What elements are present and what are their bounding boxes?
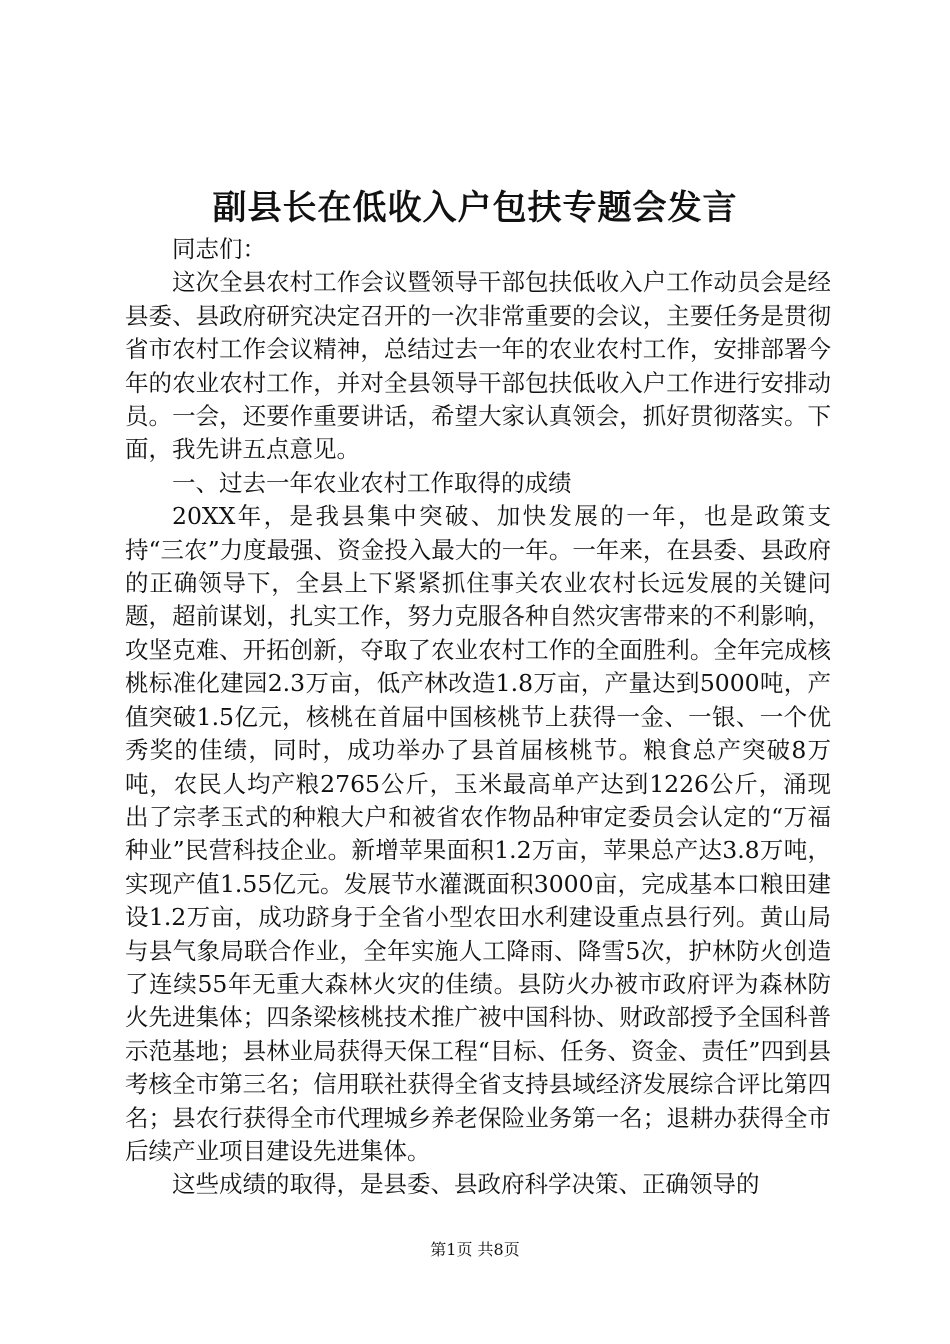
- page-number-footer: 第1页 共8页: [430, 1240, 520, 1259]
- document-title: 副县长在低收入户包扶专题会发言: [212, 188, 738, 228]
- section-heading: 一、过去一年农业农村工作取得的成绩: [172, 468, 572, 497]
- achievements-paragraph: 20XX年，是我县集中突破、加快发展的一年，也是政策支持“三农”力度最强、资金投入最大的一年。一年来，在县委、县政府的正确领导下，全县上下紧紧抓住事关农业农村长远发展的关键问题，超前谋划，扎实工作，努力克服各种自然灾害带来的不利影响，攻坚克难、开拓创新，夺取了农业农村工作的全面胜利。全年完成核桃标准化建园2.3万亩，低产林改造1.8万亩，产量达到5000吨，产值突破1.5亿元，核桃在首届中国核桃节上获得一金、一银、一个优秀奖的佳绩，同时，成功举办了县首届核桃节。粮食总产突破8万吨，农民人均产粮2765公斤，玉米最高单产达到1226公斤，涌现出了宗孝玉式的种粮大户和被省农作物品种审定委员会认定的“万福种业”民营科技企业。新增苹果面积1.2万亩，苹果总产达3.8万吨，实现产值1.55亿元。发展节水灌溉面积3000亩，完成基本口粮田建设1.2万亩，成功跻身于全省小型农田水利建设重点县行列。黄山局与县气象局联合作业，全年实施人工降雨、降雪5次，护林防火创造了连续55年无重大森林火灾的佳绩。县防火办被市政府评为森林防火先进集体；四条梁核桃技术推广被中国科协、财政部授予全国科普示范基地；县林业局获得天保工程“目标、任务、资金、责任”四到县考核全市第三名；信用联社获得全省支持县域经济发展综合评比第四名；县农行获得全市代理城乡养老保险业务第一名；退耕办获得全市后续产业项目建设先进集体。: [125, 502, 831, 1165]
- conclusion-paragraph: 这些成绩的取得，是县委、县政府科学决策、正确领导的: [172, 1170, 760, 1199]
- salutation-paragraph: 同志们：: [172, 235, 266, 263]
- intro-paragraph: 这次全县农村工作会议暨领导干部包扶低收入户工作动员会是经县委、县政府研究决定召开的一次非常重要的会议，主要任务是贯彻省市农村工作会议精神，总结过去一年的农业农村工作，安排部署今年的农业农村工作，并对全县领导干部包扶低收入户工作进行安排动员。一会，还要作重要讲话，希望大家认真领会，抓好贯彻落实。下面，我先讲五点意见。: [125, 268, 831, 464]
- document-body: [125, 233, 831, 1202]
